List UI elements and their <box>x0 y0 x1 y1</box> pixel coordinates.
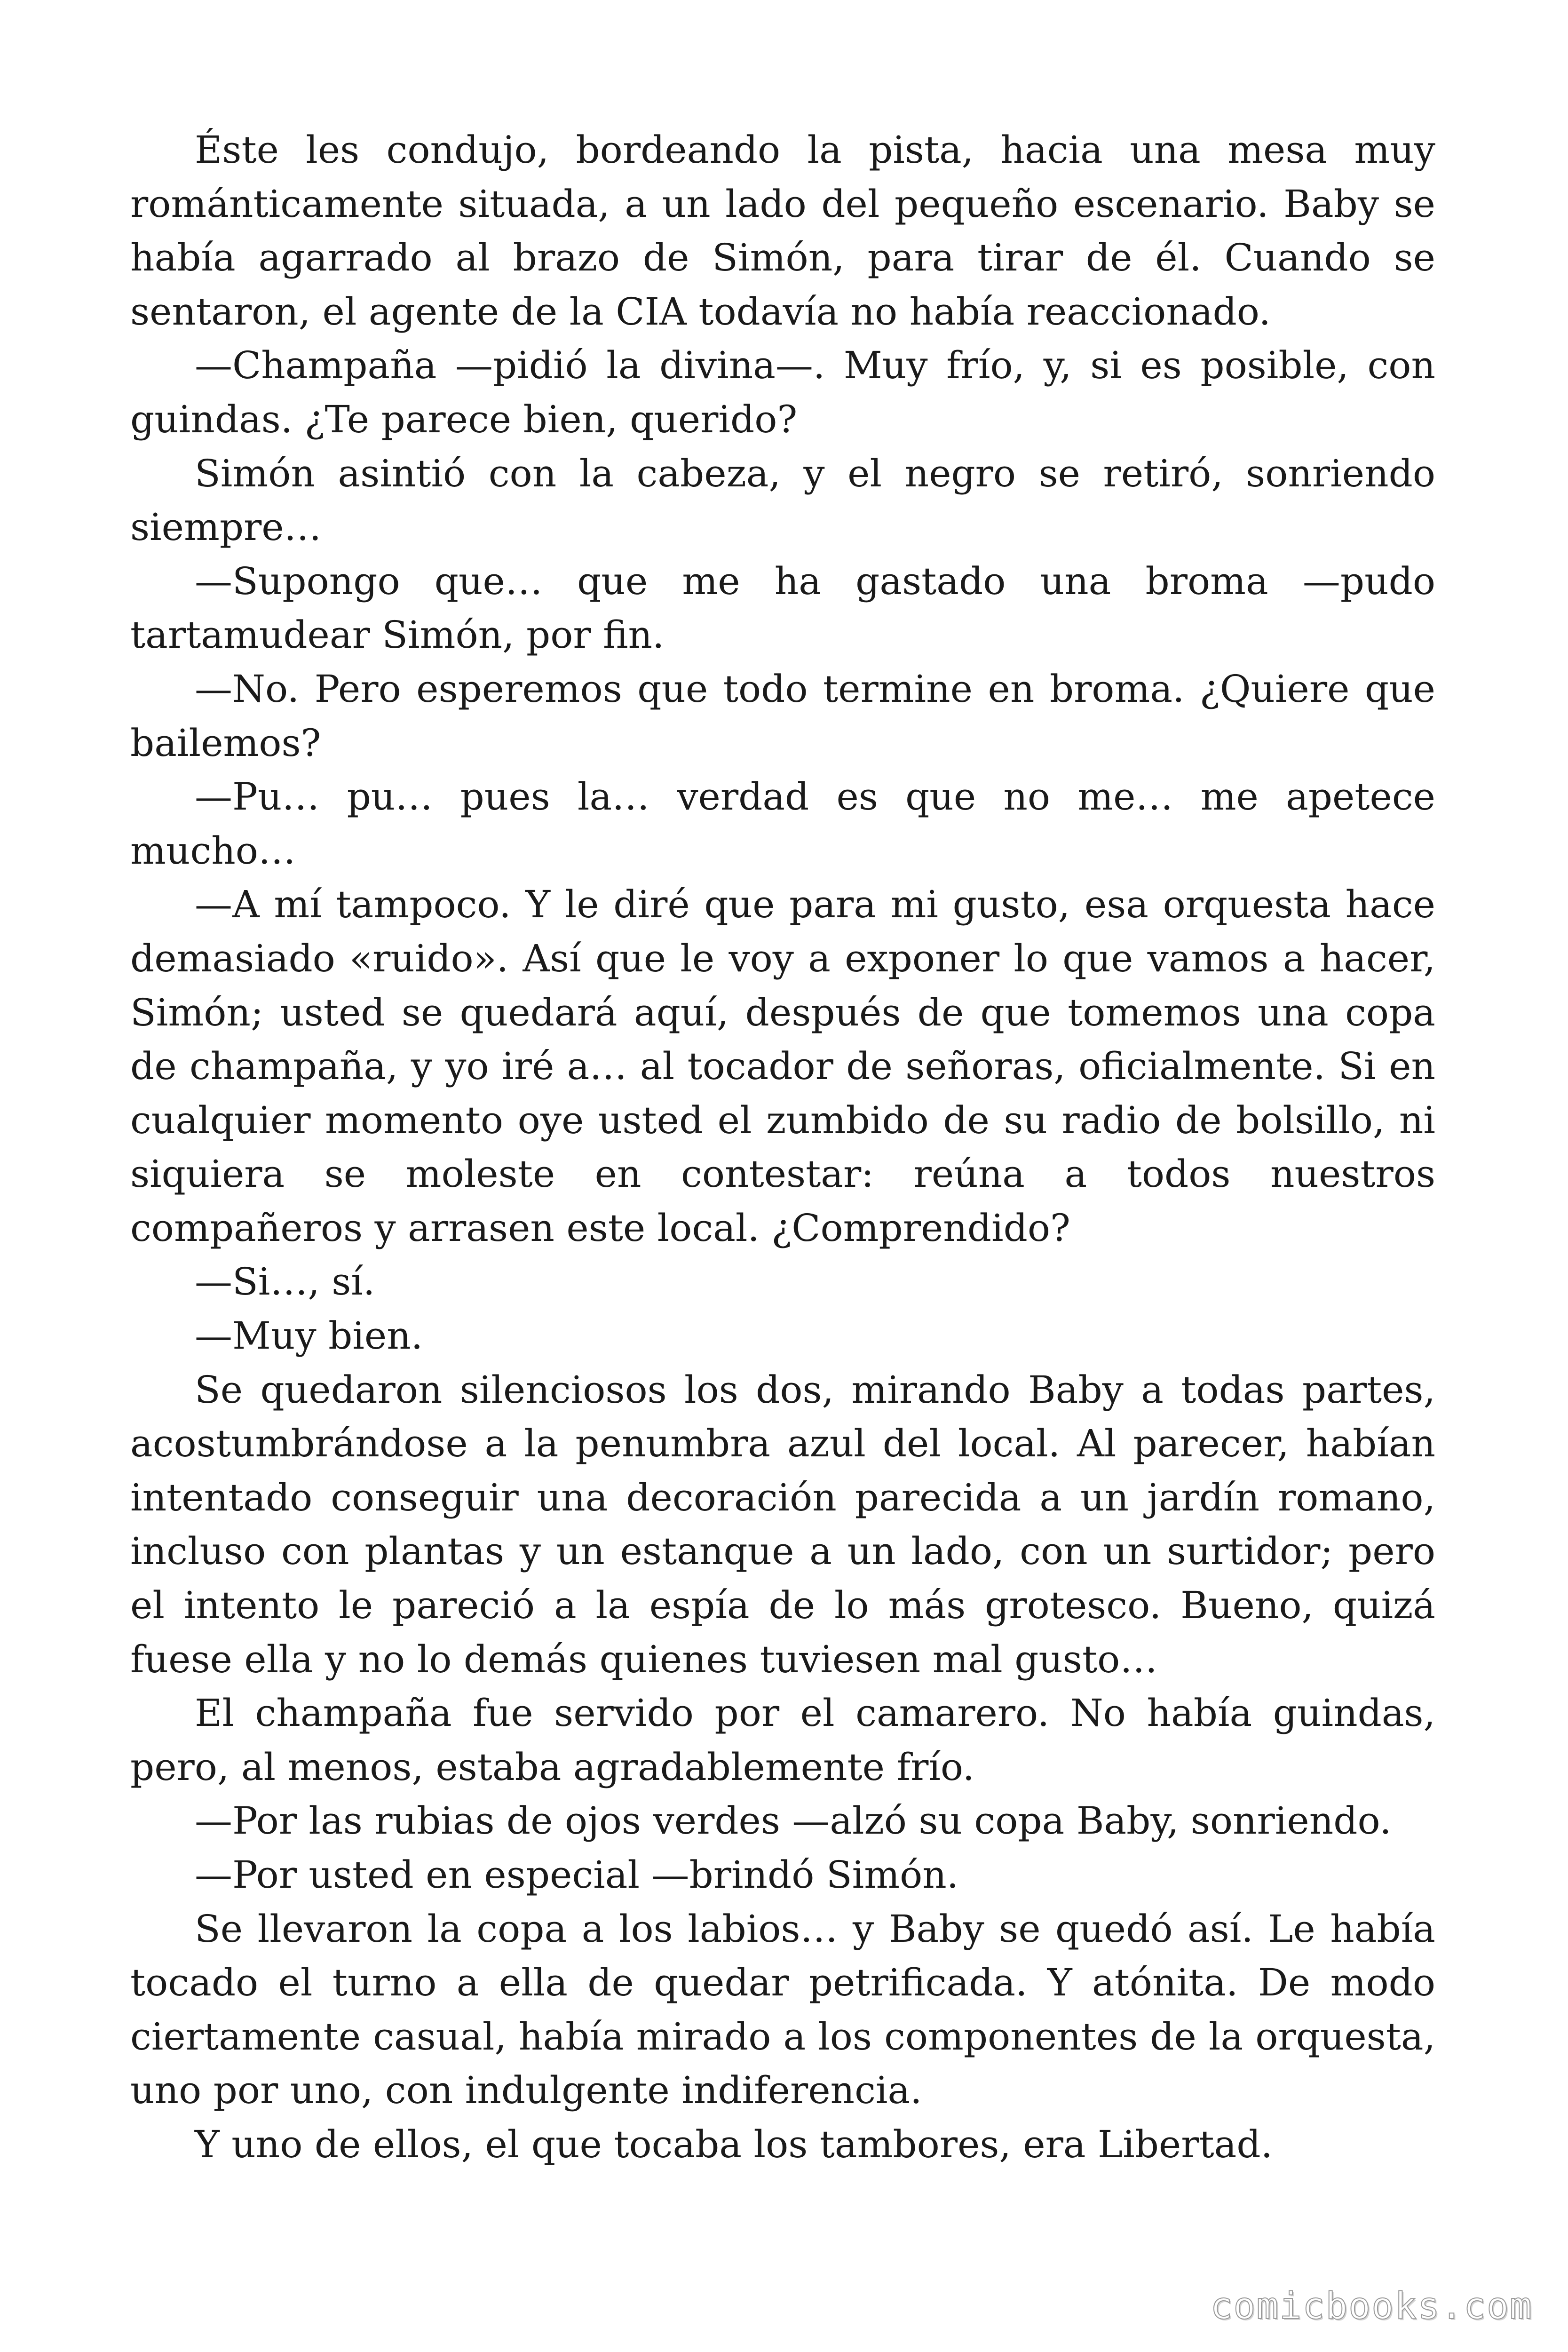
paragraph: —Por usted en especial —brindó Simón. <box>195 1853 959 1897</box>
paragraph: —A mí tampoco. Y le diré que para mi gusto, esa orquesta hace demasiado «ruido». Así que le voy a exponer lo que vamos a hacer, Simón; usted se quedará aquí, después de que tomemos una copa de champaña, y yo iré a… al tocador de señoras, oficialmente. Si en cualquier momento oye usted el zumbido de su radio de bolsillo, ni siquiera se moleste en contestar: reúna a todos nuestros compañeros y arrasen este local. ¿Comprendido? <box>130 882 1435 1250</box>
paragraph: —No. Pero esperemos que todo termine en broma. ¿Quiere que bailemos? <box>130 667 1435 765</box>
paragraph: Y uno de ellos, el que tocaba los tambores, era Libertad. <box>195 2122 1273 2166</box>
paragraph: —Supongo que… que me ha gastado una broma —pudo tartamudear Simón, por fin. <box>130 559 1435 657</box>
paragraph: Simón asintió con la cabeza, y el negro se retiró, sonriendo siempre… <box>130 451 1435 549</box>
paragraph: —Pu… pu… pues la… verdad es que no me… me apetece mucho… <box>130 775 1435 873</box>
paragraph: —Por las rubias de ojos verdes —alzó su copa Baby, sonriendo. <box>195 1799 1392 1843</box>
paragraph: El champaña fue servido por el camarero. No había guindas, pero, al menos, estaba agradablemente frío. <box>130 1691 1435 1789</box>
paragraph: Se llevaron la copa a los labios… y Baby se quedó así. Le había tocado el turno a ella de quedar petrificada. Y atónita. De modo ciertamente casual, había mirado a los componentes de la orquesta, uno por uno, con indulgente indiferencia. <box>130 1907 1435 2113</box>
watermark: comicbooks.com <box>1210 2285 1533 2328</box>
paragraph: —Champaña —pidió la divina—. Muy frío, y, si es posible, con guindas. ¿Te parece bien, querido? <box>130 343 1435 441</box>
body-text <box>130 123 1435 2172</box>
paragraph: Éste les condujo, bordeando la pista, hacia una mesa muy románticamente situada, a un lado del pequeño escenario. Baby se había agarrado al brazo de Simón, para tirar de él. Cuando se sentaron, el agente de la CIA todavía no había reaccionado. <box>130 128 1435 334</box>
paragraph: —Si…, sí. <box>195 1260 375 1304</box>
paragraph: Se quedaron silenciosos los dos, mirando Baby a todas partes, acostumbrándose a la penumbra azul del local. Al parecer, habían intentado conseguir una decoración parecida a un jardín romano, incluso con plantas y un estanque a un lado, con un surtidor; pero el intento le pareció a la espía de lo más grotesco. Bueno, quizá fuese ella y no lo demás quienes tuviesen mal gusto… <box>130 1367 1435 1681</box>
paragraph: —Muy bien. <box>195 1314 423 1358</box>
